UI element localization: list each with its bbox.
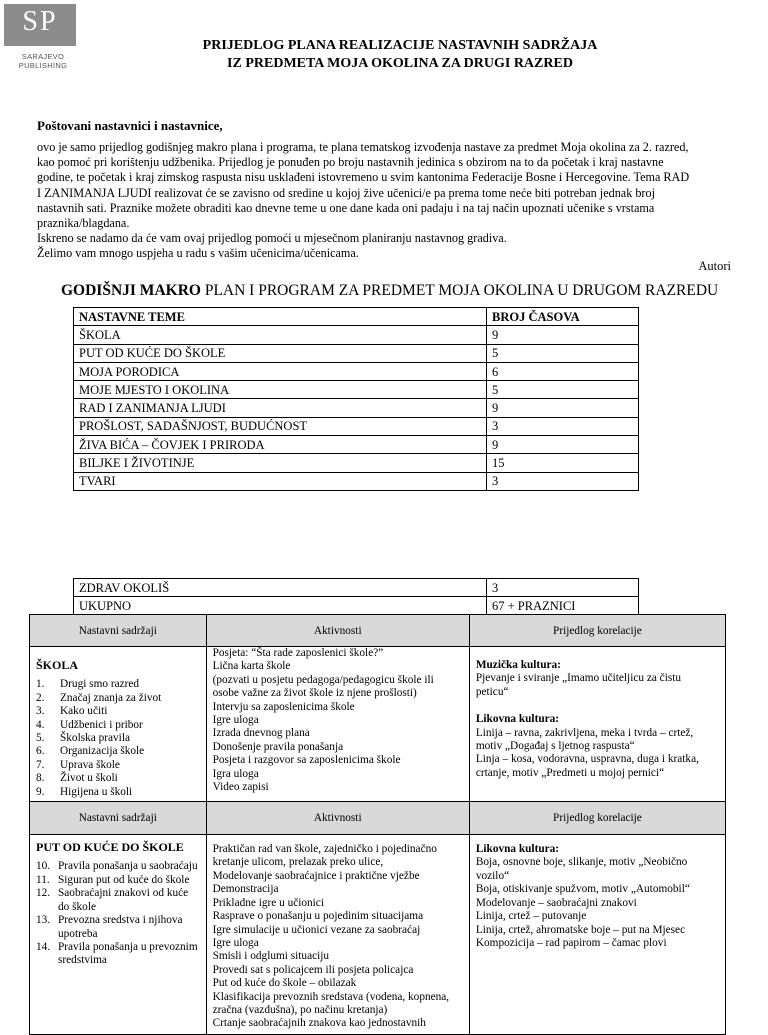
header-cell: Prijedlog korelacije [469, 615, 725, 647]
correlation-subject: Likovna kultura: [475, 843, 560, 856]
table-row [74, 362, 639, 380]
topic-cell: UKUPNO [74, 597, 487, 615]
intro-line: I ZANIMANJA LJUDI realizovat će se zavisno od sredine u kojoj žive učenici/e pa prema tome neće biti potreban jednak broj [37, 185, 655, 200]
table-row [74, 399, 639, 417]
activity-line: Lična karta škole [212, 660, 291, 673]
intro-line: Želimo vam mnogo uspjeha u radu s vašim učenicima/učenicama. [37, 246, 359, 261]
section-title: PUT OD KUĆE DO ŠKOLE [36, 840, 184, 855]
list-item: 2. Značaj znanja za život [36, 691, 162, 704]
macro-plan-table [73, 307, 639, 491]
hours-cell: 5 [487, 344, 639, 362]
topic-cell: ŽIVA BIĆA – ČOVJEK I PRIRODA [74, 436, 487, 454]
table-row [30, 835, 726, 1035]
intro-line: kao pomoć pri korištenju udžbenika. Prijedlog je ponuđen po broju nastavnih jedinica s obzirom na to da početak i kraj nastavne [37, 155, 664, 170]
list-item: 10. Pravila ponašanja u saobraćaju [36, 860, 198, 873]
intro-line: praznika/blagdana. [37, 216, 130, 231]
topic-cell: BILJKE I ŽIVOTINJE [74, 454, 487, 472]
topic-cell: MOJA PORODICA [74, 362, 487, 380]
activity-line: Klasifikacija prevoznih sredstava (vodena, kopnena, [212, 990, 450, 1003]
activity-line: Igre simulacije u učionici vezane za saobraćaj [212, 923, 421, 936]
correlation-line: Linja – kosa, vodoravna, uspravna, duga i kratka, [475, 753, 699, 766]
list-item: 11. Siguran put od kuće do škole [36, 873, 190, 886]
lesson-list [36, 860, 200, 967]
list-item: 8. Život u školi [36, 772, 118, 785]
lesson-list [36, 678, 200, 799]
table-row [74, 579, 639, 597]
content-cell [30, 647, 207, 802]
activity-line: Igra uloga [212, 767, 259, 780]
table-row [74, 472, 639, 490]
section-title: ŠKOLA [36, 658, 79, 672]
hours-cell: 3 [487, 472, 639, 490]
content-cell [30, 835, 207, 1035]
list-item: 9. Higijena u školi [36, 785, 133, 798]
intro-line: godine, te početak i kraj zimskog raspusta nisu usklađeni istovremeno u svim kantonima Federacije Bosne i Hercegovine. Tema RAD [37, 170, 690, 185]
activity-line: Demonstracija [212, 883, 279, 896]
table-row [74, 381, 639, 399]
greeting: Poštovani nastavnici i nastavnice, [37, 118, 223, 133]
activity-line: Provedi sat s policajcem ili posjeta policajca [212, 963, 414, 976]
correlation-line: motiv „Događaj s ljetnog raspusta“ [475, 740, 635, 753]
topic-cell: PROŠLOST, SADAŠNJOST, BUDUĆNOST [74, 417, 487, 435]
correlation-line: Linija, crtež, ahromatske boje – put na Mjesec [475, 923, 686, 936]
intro-line: nastavnih sati. Praznike možete obraditi kao dnevne teme u one dane kada oni padaju i na taj način upoznati učenike s vrstama [37, 200, 655, 215]
correlation-line: peticu“ [475, 685, 509, 698]
table-header-row [30, 802, 726, 835]
hours-cell: 5 [487, 381, 639, 399]
topic-cell: MOJE MJESTO I OKOLINA [74, 381, 487, 399]
list-item: 4. Udžbenici i pribor [36, 718, 143, 731]
heading-rest: PLAN I PROGRAM ZA PREDMET MOJA OKOLINA U DRUGOM RAZREDU [200, 282, 719, 299]
correlation-line: crtanje, motiv „Predmeti u mojoj pernici“ [475, 766, 665, 779]
table-row [74, 597, 639, 615]
publisher-logo [0, 0, 86, 70]
activity-line: Put od kuće do škole – obilazak [212, 977, 357, 990]
activity-line: Igre uloga [212, 714, 259, 727]
correlation-line: Modelovanje – saobraćajni znakovi [475, 896, 637, 909]
topic-cell: ZDRAV OKOLIŠ [74, 579, 487, 597]
activity-line: Praktičan rad van škole, zajedničko i pojedinačno [212, 843, 437, 856]
document-title-line-2: IZ PREDMETA MOJA OKOLINA ZA DRUGI RAZRED [227, 56, 573, 71]
list-item: 6. Organizacija škole [36, 745, 145, 758]
activity-line: Intervju sa zaposlenicima škole [212, 700, 355, 713]
header-cell: Prijedlog korelacije [469, 802, 725, 835]
correlation-subject: Muzička kultura: [475, 659, 561, 671]
hours-cell: 15 [487, 454, 639, 472]
thematic-plan-table [29, 614, 726, 1035]
heading-bold: GODIŠNJI MAKRO [61, 282, 201, 299]
header-cell: NASTAVNE TEME [74, 308, 487, 326]
hours-cell: 3 [487, 417, 639, 435]
topic-cell: TVARI [74, 472, 487, 490]
hours-cell: 67 + PRAZNICI [487, 597, 639, 615]
activity-line: kretanje ulicom, prelazak preko ulice, [212, 856, 384, 869]
table-header-row [30, 615, 726, 647]
hours-cell: 9 [487, 436, 639, 454]
hours-cell: 9 [487, 326, 639, 344]
activities-cell [206, 647, 469, 802]
activity-line: Rasprave o ponašanju u pojedinim situacijama [212, 910, 424, 923]
activity-line: Video zapisi [212, 781, 269, 794]
header-cell: Nastavni sadržaji [30, 615, 207, 647]
activity-line: Donošenje pravila ponašanja [212, 740, 344, 753]
list-item: 14. Pravila ponašanja u prevoznim sredstvima [36, 940, 198, 967]
list-item: 13. Prevozna sredstva i njihova upotreba [36, 914, 183, 940]
activity-line: Igre uloga [212, 936, 259, 949]
activity-line: osobe važne za život škole iz njene prošlosti) [212, 687, 417, 700]
signature: Autori [698, 259, 731, 273]
list-item: 3. Kako učiti [36, 705, 108, 718]
list-item: 5. Školska pravila [36, 732, 130, 745]
header-cell: Nastavni sadržaji [30, 802, 207, 835]
hours-cell: 3 [487, 579, 639, 597]
list-item: 12. Saobraćajni znakovi od kuće do škole [36, 887, 189, 913]
correlation-cell [469, 835, 725, 1035]
hours-cell: 9 [487, 399, 639, 417]
topic-cell: PUT OD KUĆE DO ŠKOLE [74, 344, 487, 362]
activity-line: Prikladne igre u učionici [212, 896, 324, 909]
activity-line: Posjeta i razgovor sa zaposlenicima škole [212, 754, 401, 767]
table-row [74, 454, 639, 472]
macro-plan-table-continued [73, 578, 639, 616]
intro-line: Iskreno se nadamo da će vam ovaj prijedlog pomoći u mjesečnom planiranju nastavnog gradiva. [37, 231, 507, 246]
table-row [74, 417, 639, 435]
correlation-line: vozilo“ [475, 869, 510, 882]
activity-line: Izrada dnevnog plana [212, 727, 310, 740]
hours-cell: 6 [487, 362, 639, 380]
table-row [74, 436, 639, 454]
correlation-line: Kompozicija – rad papirom – čamac plovi [475, 936, 667, 949]
header-cell: BROJ ČASOVA [487, 308, 639, 326]
logo-publisher-name: SARAJEVO PUBLISHING [18, 52, 68, 70]
activity-line: (pozvati u posjetu pedagoga/pedagogicu škole ili [212, 673, 434, 686]
logo-mark: SP [22, 6, 58, 37]
correlation-line: Boja, osnovne boje, slikanje, motiv „Neobično [475, 856, 688, 869]
document-title-line-1: PRIJEDLOG PLANA REALIZACIJE NASTAVNIH SADRŽAJA [202, 38, 598, 53]
activity-line: Crtanje saobraćajnih znakova kao jednostavnih [212, 1017, 426, 1030]
activities-cell [206, 835, 469, 1035]
header-cell: Aktivnosti [206, 802, 469, 835]
activity-line: Smisli i odglumi situaciju [212, 950, 330, 963]
list-item: 7. Uprava škole [36, 758, 120, 771]
activity-line: zračna (vazdušna), po načinu kretanja) [212, 1003, 388, 1016]
correlation-line: Linija – ravna, zakrivljena, meka i tvrda – crtež, [475, 726, 694, 739]
correlation-line: Pjevanje i sviranje „Imamo učiteljicu za čistu [475, 672, 682, 685]
list-item: 1. Drugi smo razred [36, 678, 140, 691]
activity-line: Modelovanje saobraćajnice i praktične vježbe [212, 869, 420, 882]
correlation-cell [469, 647, 725, 802]
macro-plan-heading [61, 282, 718, 300]
intro-paragraph [37, 140, 737, 262]
activity-line: Posjeta: “Šta rade zaposlenici škole?” [212, 647, 384, 659]
table-row [30, 647, 726, 802]
topic-cell: ŠKOLA [74, 326, 487, 344]
correlation-subject: Likovna kultura: [475, 713, 560, 726]
topic-cell: RAD I ZANIMANJA LJUDI [74, 399, 487, 417]
correlation-line: Linija, crtež – putovanje [475, 910, 587, 923]
correlation-line: Boja, otiskivanje spužvom, motiv „Automobil“ [475, 883, 690, 896]
table-header-row [74, 308, 639, 326]
header-cell: Aktivnosti [206, 615, 469, 647]
table-row [74, 344, 639, 362]
intro-line: ovo je samo prijedlog godišnjeg makro plana i programa, te plana tematskog izvođenja nastave za predmet Moja okolina za 2. razred, [37, 140, 689, 154]
table-row [74, 326, 639, 344]
